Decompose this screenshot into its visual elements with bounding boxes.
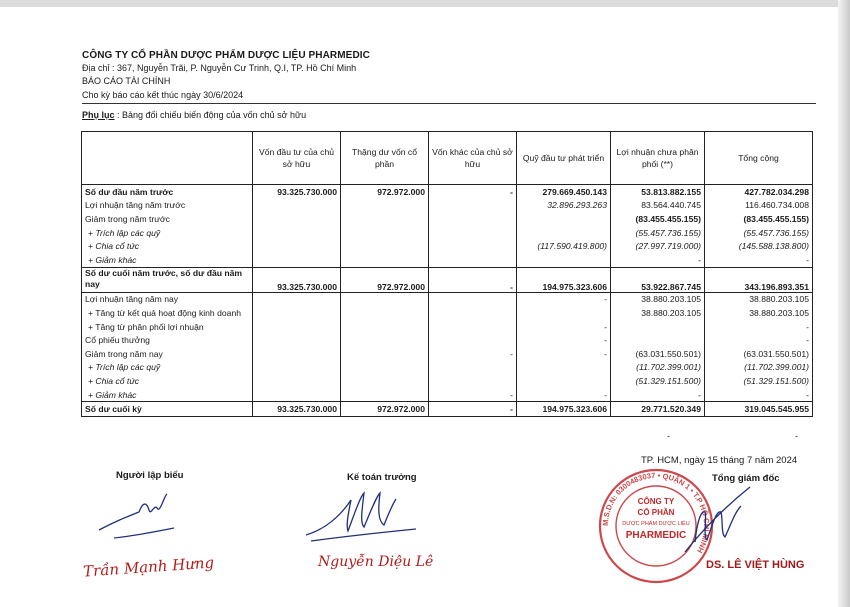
row-label: + Tăng từ kết quả hoạt động kinh doanh [82,306,253,320]
cell: - [429,388,517,402]
cell [429,374,517,388]
cell: - [705,388,813,402]
table-row [82,292,813,306]
cell [341,212,429,226]
cell: 53.922.867.745 [611,267,705,292]
appendix-label: Phụ lục [82,110,115,120]
company-name: CÔNG TY CỔ PHẦN DƯỢC PHẨM DƯỢC LIỆU PHARMEDIC [82,50,370,61]
stamp-line: DƯỢC PHẨM DƯỢC LIỆU [622,521,690,527]
accountant-signature [296,485,426,550]
cell: (83.455.455.155) [705,212,813,226]
cell: 38.880.203.105 [705,292,813,306]
row-label: + Tăng từ phân phối lợi nhuận [82,320,253,334]
cell [253,306,341,320]
cell: 319.045.545.955 [705,402,813,417]
accountant-name: Nguyễn Diệu Lê [318,554,434,570]
preparer-name: Trần Mạnh Hưng [82,553,215,581]
cell [253,253,341,267]
cell [341,361,429,375]
cell [429,226,517,240]
cell [253,239,341,253]
report-period: Cho kỳ báo cáo kết thúc ngày 30/6/2024 [82,90,244,100]
cell: - [517,333,611,347]
cell: - [517,292,611,306]
stamp-line: CỔ PHẦN [637,508,675,517]
cell: - [705,253,813,267]
dash-mark: - [795,431,798,441]
col-owner-capital: Vốn đầu tư của chủ sở hữu [253,132,341,185]
cell [253,374,341,388]
row-label: + Chia cổ tức [82,239,253,253]
cell: (63.031.550.501) [705,347,813,361]
row-label: Giảm trong năm nay [82,347,253,361]
cell: (63.031.550.501) [611,347,705,361]
cell [253,333,341,347]
cell: 972.972.000 [341,402,429,417]
cell [517,226,611,240]
cell [341,292,429,306]
table-row [82,267,813,292]
cell: - [429,347,517,361]
table-row [82,199,813,213]
cell [429,306,517,320]
cell [341,226,429,240]
scan-top-edge [0,0,850,7]
director-signature [655,482,765,567]
cell: 194.975.323.606 [517,267,611,292]
col-other-capital: Vốn khác của chủ sở hữu [429,132,517,185]
row-label: Giảm trong năm trước [82,212,253,226]
cell [611,333,705,347]
row-label: Lợi nhuận tăng năm nay [82,292,253,306]
table-row [82,361,813,375]
cell: 53.813.882.155 [611,185,705,199]
cell [253,388,341,402]
cell: 83.564.440.745 [611,199,705,213]
cell [253,361,341,375]
row-label: + Giảm khác [82,253,253,267]
director-name: DS. LÊ VIỆT HÙNG [706,559,805,571]
cell: 29.771.520.349 [611,402,705,417]
cell: (55.457.736.155) [611,226,705,240]
col-total: Tổng cộng [705,132,813,185]
row-label: + Giảm khác [82,388,253,402]
cell [253,320,341,334]
header-blank [82,132,253,185]
cell [517,253,611,267]
row-label: Số dư đầu năm trước [82,185,253,199]
equity-reconciliation-table [81,131,813,417]
cell: - [517,347,611,361]
appendix-heading [82,110,306,120]
cell: 194.975.323.606 [517,402,611,417]
cell: - [705,333,813,347]
cell [253,347,341,361]
appendix-title: : Bảng đối chiếu biến động của vốn chủ sở hữu [114,110,307,120]
cell [341,253,429,267]
cell: 972.972.000 [341,185,429,199]
cell [253,199,341,213]
cell: 93.325.730.000 [253,267,341,292]
cell: - [705,320,813,334]
cell [341,306,429,320]
row-label: Số dư cuối kỳ [82,402,253,417]
cell: 38.880.203.105 [705,306,813,320]
table-row [82,402,813,417]
cell [517,361,611,375]
cell: - [429,185,517,199]
cell: (11.702.399.001) [705,361,813,375]
cell: 38.880.203.105 [611,306,705,320]
row-label: Số dư cuối năm trước, số dư đầu năm nay [82,267,253,292]
cell [341,374,429,388]
cell: (51.329.151.500) [705,374,813,388]
cell: (11.702.399.001) [611,361,705,375]
cell [429,253,517,267]
col-retained-earnings: Lợi nhuận chưa phân phối (**) [611,132,705,185]
director-role: Tổng giám đốc [712,473,780,484]
stamp-line: CÔNG TY [637,497,675,506]
signing-date: TP. HCM, ngày 15 tháng 7 năm 2024 [641,455,798,466]
preparer-signature [94,490,204,545]
cell [341,388,429,402]
row-label: + Trích lập các quỹ [82,226,253,240]
cell: - [517,388,611,402]
cell: 343.196.893.351 [705,267,813,292]
cell [429,199,517,213]
cell: 32.896.293.263 [517,199,611,213]
stamp-ring-text: M.S.D.N: 0300483037 • QUẬN 1 • T.P HỒ CHÍ MINH [600,470,712,555]
table-row [82,333,813,347]
col-share-premium: Thặng dư vốn cổ phần [341,132,429,185]
company-address: Địa chỉ : 367, Nguyễn Trãi, P. Nguyễn Cư Trinh, Q.I, TP. Hồ Chí Minh [82,63,357,73]
row-label: Lợi nhuận tăng năm trước [82,199,253,213]
col-development-fund: Quỹ đầu tư phát triển [517,132,611,185]
cell [517,306,611,320]
cell: 279.669.450.143 [517,185,611,199]
table-header-row [82,132,813,185]
cell [429,320,517,334]
table-row [82,185,813,199]
report-title: BÁO CÁO TÀI CHÍNH [82,76,171,86]
cell [517,212,611,226]
cell [341,199,429,213]
table-row [82,388,813,402]
scan-right-edge [838,0,850,607]
cell: 38.880.203.105 [611,292,705,306]
dash-mark: - [667,431,670,441]
cell [341,320,429,334]
accountant-role: Kế toán trưởng [347,472,417,483]
cell: 93.325.730.000 [253,185,341,199]
cell: 427.782.034.298 [705,185,813,199]
cell: (55.457.736.155) [705,226,813,240]
table-row [82,212,813,226]
cell [341,239,429,253]
cell: - [429,267,517,292]
cell [253,212,341,226]
cell [429,333,517,347]
cell [253,226,341,240]
cell [611,320,705,334]
cell: (27.997.719.000) [611,239,705,253]
cell [517,374,611,388]
row-label: + Trích lập các quỹ [82,361,253,375]
cell: (51.329.151.500) [611,374,705,388]
stamp-line: PHARMEDIC [625,530,687,541]
cell [253,292,341,306]
cell [429,361,517,375]
cell: 116.460.734.008 [705,199,813,213]
row-label: Cổ phiếu thưởng [82,333,253,347]
header-rule [82,103,816,104]
cell: (117.590.419.800) [517,239,611,253]
row-label: + Chia cổ tức [82,374,253,388]
cell: - [517,320,611,334]
table-row [82,253,813,267]
table-row [82,374,813,388]
cell [429,212,517,226]
cell: - [429,402,517,417]
table-row [82,306,813,320]
cell: (145.588.138.800) [705,239,813,253]
table-row [82,226,813,240]
cell: 972.972.000 [341,267,429,292]
cell: (83.455.455.155) [611,212,705,226]
table-row [82,320,813,334]
cell: - [611,388,705,402]
cell [341,333,429,347]
table-row [82,347,813,361]
cell: 93.325.730.000 [253,402,341,417]
cell [429,239,517,253]
cell [341,347,429,361]
cell [429,292,517,306]
preparer-role: Người lập biểu [116,470,184,481]
cell: - [611,253,705,267]
table-row [82,239,813,253]
